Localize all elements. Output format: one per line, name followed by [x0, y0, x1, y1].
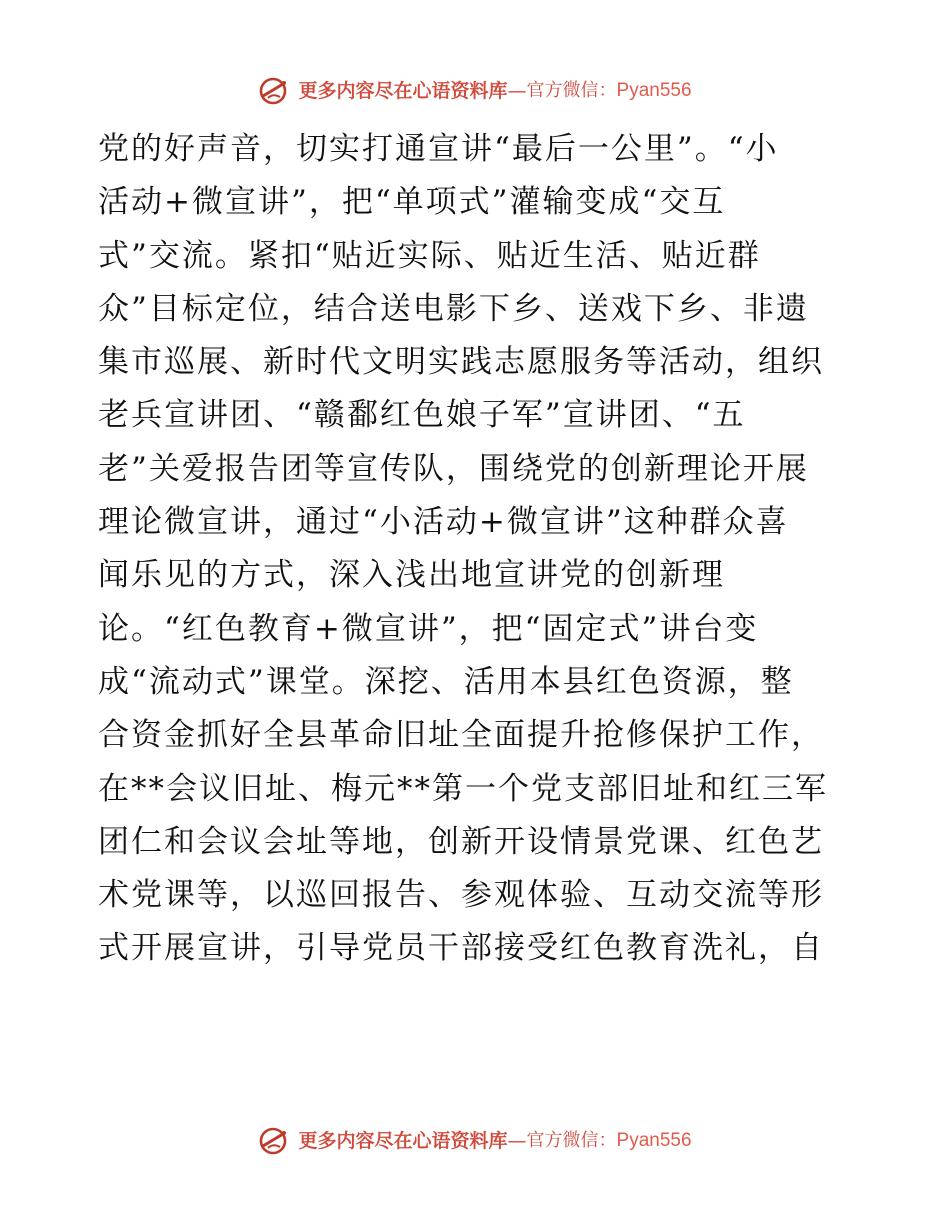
- body-line: 成“流动式”课堂。深挖、活用本县红色资源，整: [98, 663, 794, 700]
- watermark-wechat-label: 官方微信：: [526, 80, 617, 101]
- body-line: 团仁和会议会址等地，创新开设情景党课、红色艺: [98, 823, 824, 860]
- watermark-wechat-id: Pyan556: [616, 80, 692, 101]
- book-pen-logo-icon: [258, 1126, 290, 1156]
- document-body: [98, 123, 858, 976]
- watermark-site-text: 更多内容尽在心语资料库: [298, 1130, 508, 1152]
- body-line: 活动+微宣讲”，把“单项式”灌输变成“交互: [98, 184, 726, 221]
- book-pen-logo-icon: [258, 76, 290, 106]
- body-line: 术党课等，以巡回报告、参观体验、互动交流等形: [98, 877, 824, 914]
- footer-watermark: [0, 1125, 950, 1155]
- body-line: 老”关爱报告团等宣传队，围绕党的创新理论开展: [98, 450, 809, 487]
- body-line: 合资金抓好全县革命旧址全面提升抢修保护工作，: [98, 717, 824, 754]
- body-line: 论。“红色教育+微宣讲”，把“固定式”讲台变: [98, 610, 759, 647]
- body-line: 式”交流。紧扣“贴近实际、贴近生活、贴近群: [98, 237, 761, 274]
- watermark-site-text: 更多内容尽在心语资料库: [298, 80, 508, 102]
- body-line: 众”目标定位，结合送电影下乡、送戏下乡、非遗: [98, 290, 809, 327]
- body-line: 在**会议旧址、梅元**第一个党支部旧址和红三军: [98, 770, 828, 807]
- watermark-wechat-id: Pyan556: [616, 1130, 692, 1151]
- watermark-wechat-label: 官方微信：: [526, 1130, 617, 1151]
- header-watermark: [0, 75, 950, 105]
- body-line: 理论微宣讲，通过“小活动+微宣讲”这种群众喜: [98, 504, 789, 541]
- body-line: 集市巡展、新时代文明实践志愿服务等活动，组织: [98, 344, 824, 381]
- watermark-dash: —: [507, 1130, 527, 1152]
- body-line: 党的好声音，切实打通宣讲“最后一公里”。“小: [98, 131, 779, 167]
- body-line: 闻乐见的方式，深入浅出地宣讲党的创新理: [98, 557, 725, 594]
- body-line: 式开展宣讲，引导党员干部接受红色教育洗礼，自: [98, 930, 824, 967]
- watermark-dash: —: [507, 80, 527, 102]
- body-line: 老兵宣讲团、“赣鄱红色娘子军”宣讲团、“五: [98, 397, 746, 434]
